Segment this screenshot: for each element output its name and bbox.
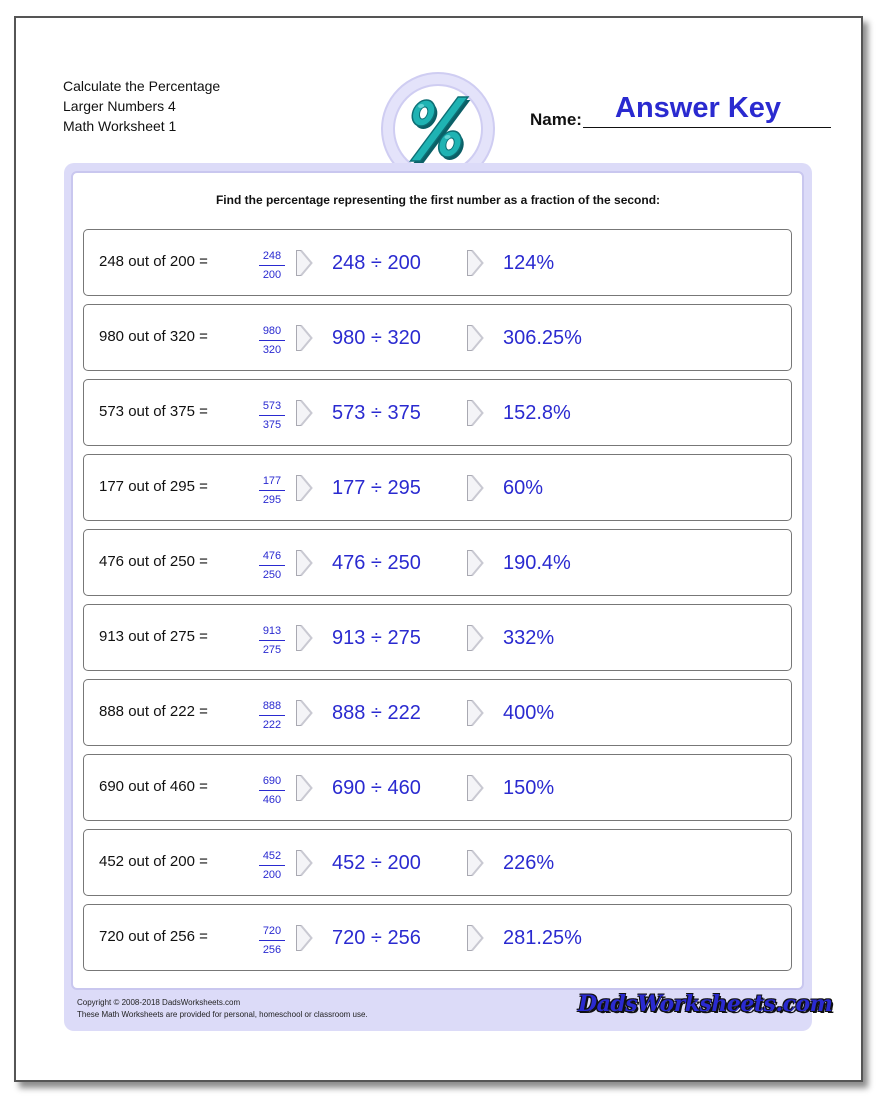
division-expression: 573 ÷ 375 bbox=[332, 402, 421, 424]
step-arrow-icon bbox=[295, 324, 313, 357]
fraction bbox=[256, 925, 288, 957]
fraction-denominator: 200 bbox=[262, 269, 282, 281]
answer-key-text: Answer Key bbox=[615, 92, 782, 124]
fraction bbox=[256, 550, 288, 582]
fraction-bar bbox=[259, 340, 285, 341]
problem-row bbox=[83, 529, 792, 596]
problem-question: 452 out of 200 = bbox=[99, 853, 208, 870]
percentage-answer: 306.25% bbox=[503, 327, 582, 349]
step-arrow-icon bbox=[295, 699, 313, 732]
problem-question: 177 out of 295 = bbox=[99, 478, 208, 495]
fraction-denominator: 250 bbox=[262, 569, 282, 581]
fraction bbox=[256, 325, 288, 357]
fraction-bar bbox=[259, 415, 285, 416]
fraction-numerator: 177 bbox=[262, 475, 282, 487]
problem-row bbox=[83, 904, 792, 971]
problem-question: 913 out of 275 = bbox=[99, 628, 208, 645]
fraction-denominator: 200 bbox=[262, 869, 282, 881]
fraction-numerator: 690 bbox=[262, 775, 282, 787]
name-underline bbox=[583, 127, 831, 128]
problem-row bbox=[83, 229, 792, 296]
name-label: Name: bbox=[530, 110, 582, 129]
problem-row bbox=[83, 679, 792, 746]
fraction-numerator: 720 bbox=[262, 925, 282, 937]
fraction bbox=[256, 775, 288, 807]
step-arrow-icon bbox=[466, 774, 484, 807]
problem-question: 888 out of 222 = bbox=[99, 703, 208, 720]
fraction-denominator: 275 bbox=[262, 644, 282, 656]
step-arrow-icon bbox=[466, 849, 484, 882]
copyright-notice bbox=[77, 997, 368, 1021]
name-field bbox=[530, 92, 832, 132]
step-arrow-icon bbox=[466, 699, 484, 732]
problem-row bbox=[83, 304, 792, 371]
division-expression: 177 ÷ 295 bbox=[332, 477, 421, 499]
step-arrow-icon bbox=[466, 549, 484, 582]
problem-row bbox=[83, 454, 792, 521]
division-expression: 452 ÷ 200 bbox=[332, 852, 421, 874]
problem-question: 248 out of 200 = bbox=[99, 253, 208, 270]
step-arrow-icon bbox=[466, 924, 484, 957]
fraction-bar bbox=[259, 490, 285, 491]
step-arrow-icon bbox=[295, 924, 313, 957]
fraction-numerator: 888 bbox=[262, 700, 282, 712]
division-expression: 690 ÷ 460 bbox=[332, 777, 421, 799]
division-expression: 476 ÷ 250 bbox=[332, 552, 421, 574]
fraction bbox=[256, 400, 288, 432]
step-arrow-icon bbox=[295, 549, 313, 582]
percentage-answer: 190.4% bbox=[503, 552, 571, 574]
step-arrow-icon bbox=[466, 399, 484, 432]
percentage-answer: 400% bbox=[503, 702, 555, 724]
fraction-denominator: 256 bbox=[262, 944, 282, 956]
fraction-numerator: 573 bbox=[262, 400, 282, 412]
division-expression: 720 ÷ 256 bbox=[332, 927, 421, 949]
problem-question: 980 out of 320 = bbox=[99, 328, 208, 345]
fraction-numerator: 476 bbox=[262, 550, 282, 562]
problem-question: 573 out of 375 = bbox=[99, 403, 208, 420]
worksheet-titles bbox=[63, 76, 220, 136]
step-arrow-icon bbox=[466, 324, 484, 357]
fraction-bar bbox=[259, 565, 285, 566]
fraction bbox=[256, 625, 288, 657]
fraction bbox=[256, 850, 288, 882]
fraction-bar bbox=[259, 790, 285, 791]
brand-logo: DadsWorksheets.com bbox=[578, 991, 833, 1017]
percentage-answer: 150% bbox=[503, 777, 555, 799]
step-arrow-icon bbox=[295, 399, 313, 432]
instructions: Find the percentage representing the first number as a fraction of the second: bbox=[215, 193, 661, 207]
percentage-answer: 281.25% bbox=[503, 927, 582, 949]
step-arrow-icon bbox=[466, 249, 484, 282]
problem-row bbox=[83, 754, 792, 821]
fraction-denominator: 222 bbox=[262, 719, 282, 731]
fraction-bar bbox=[259, 940, 285, 941]
fraction-denominator: 295 bbox=[262, 494, 282, 506]
problem-question: 690 out of 460 = bbox=[99, 778, 208, 795]
step-arrow-icon bbox=[295, 849, 313, 882]
division-expression: 980 ÷ 320 bbox=[332, 327, 421, 349]
copyright-line: Copyright © 2008-2018 DadsWorksheets.com bbox=[77, 998, 241, 1007]
fraction-numerator: 452 bbox=[262, 850, 282, 862]
fraction bbox=[256, 475, 288, 507]
problem-row bbox=[83, 604, 792, 671]
step-arrow-icon bbox=[466, 474, 484, 507]
problem-row bbox=[83, 379, 792, 446]
title-line-2: Larger Numbers 4 bbox=[63, 98, 176, 114]
fraction bbox=[256, 700, 288, 732]
division-expression: 888 ÷ 222 bbox=[332, 702, 421, 724]
percentage-answer: 60% bbox=[503, 477, 544, 499]
usage-notice: These Math Worksheets are provided for personal, homeschool or classroom use. bbox=[77, 1010, 368, 1019]
fraction-bar bbox=[259, 715, 285, 716]
step-arrow-icon bbox=[466, 624, 484, 657]
fraction-denominator: 320 bbox=[262, 344, 282, 356]
step-arrow-icon bbox=[295, 474, 313, 507]
fraction-numerator: 980 bbox=[262, 325, 282, 337]
title-line-3: Math Worksheet 1 bbox=[63, 118, 177, 134]
percentage-answer: 152.8% bbox=[503, 402, 571, 424]
percentage-answer: 332% bbox=[503, 627, 555, 649]
step-arrow-icon bbox=[295, 774, 313, 807]
fraction-bar bbox=[259, 640, 285, 641]
problem-question: 720 out of 256 = bbox=[99, 928, 208, 945]
division-expression: 913 ÷ 275 bbox=[332, 627, 421, 649]
percentage-answer: 124% bbox=[503, 252, 555, 274]
problem-row bbox=[83, 829, 792, 896]
percentage-answer: 226% bbox=[503, 852, 555, 874]
step-arrow-icon bbox=[295, 624, 313, 657]
fraction bbox=[256, 250, 288, 282]
fraction-numerator: 913 bbox=[262, 625, 282, 637]
percent-icon bbox=[393, 84, 483, 174]
fraction-bar bbox=[259, 265, 285, 266]
step-arrow-icon bbox=[295, 249, 313, 282]
problem-question: 476 out of 250 = bbox=[99, 553, 208, 570]
fraction-bar bbox=[259, 865, 285, 866]
fraction-denominator: 375 bbox=[262, 419, 282, 431]
division-expression: 248 ÷ 200 bbox=[332, 252, 421, 274]
fraction-numerator: 248 bbox=[262, 250, 282, 262]
title-line-1: Calculate the Percentage bbox=[63, 78, 221, 94]
fraction-denominator: 460 bbox=[262, 794, 282, 806]
